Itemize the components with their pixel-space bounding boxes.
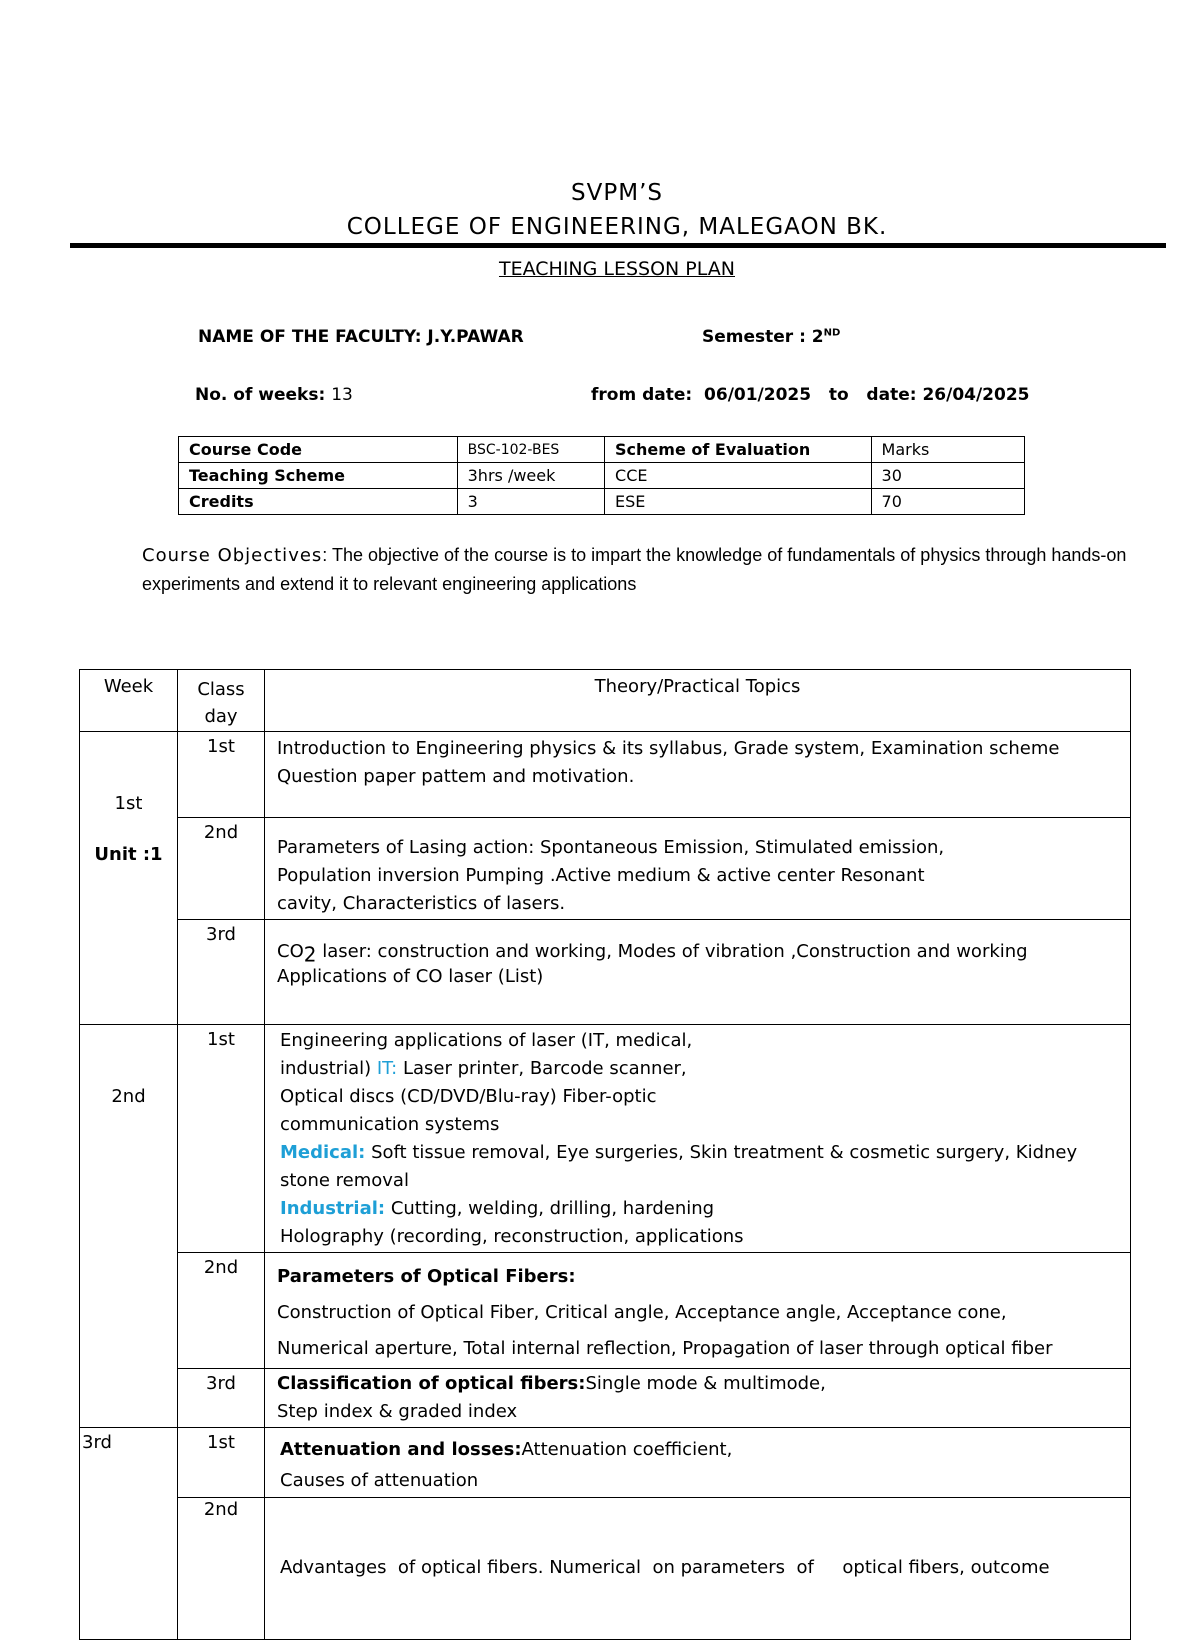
table-row	[80, 1428, 1131, 1498]
topic-line: Numerical aperture, Total internal reflection, Propagation of laser through optical fiber	[277, 1338, 1053, 1359]
topic-line: Advantages of optical fibers. Numerical on parameters of optical fibers, outcome	[280, 1557, 1050, 1578]
table-cell: 70	[871, 489, 1024, 515]
topic-line	[280, 1055, 1129, 1083]
table-cell: Scheme of Evaluation	[605, 437, 872, 463]
topic-text: industrial)	[280, 1058, 377, 1079]
class-day: 2nd	[178, 1253, 265, 1369]
class-day: 1st	[178, 1025, 265, 1253]
to-value: 26/04/2025	[922, 385, 1030, 405]
table-row	[179, 463, 1025, 489]
table-row	[179, 437, 1025, 463]
week-cell	[80, 732, 178, 1025]
semester-label: Semester : 2	[702, 327, 824, 347]
from-label: from date:	[591, 385, 693, 405]
topic-line	[280, 1434, 1129, 1465]
header-day-line: day	[204, 706, 238, 727]
objectives-label: Course Objectives	[142, 545, 323, 566]
topic-cell	[265, 1428, 1131, 1498]
weeks-label: No. of weeks:	[195, 385, 326, 405]
topic-text: Cutting, welding, drilling, hardening	[385, 1198, 715, 1219]
weeks-count	[195, 385, 353, 405]
topic-line	[277, 1370, 1129, 1398]
unit-label: Unit :1	[94, 844, 163, 865]
topic-text: Soft tissue removal, Eye surgeries, Skin treatment & cosmetic surgery, Kidney	[365, 1142, 1078, 1163]
table-cell: Teaching Scheme	[179, 463, 458, 489]
header-class-line: Class	[197, 679, 245, 700]
table-cell: 3hrs /week	[457, 463, 604, 489]
header-week: Week	[80, 670, 178, 732]
topic-line: Applications of CO laser (List)	[277, 965, 544, 987]
topic-line: communication systems	[280, 1114, 500, 1135]
table-row	[80, 1369, 1131, 1428]
table-cell: 3	[457, 489, 604, 515]
class-day: 1st	[178, 1428, 265, 1498]
subscript: 2	[303, 942, 317, 967]
table-cell: BSC-102-BES	[457, 437, 604, 463]
week-cell	[80, 1428, 178, 1640]
topic-line: stone removal	[280, 1170, 409, 1191]
category-label: IT:	[376, 1058, 398, 1079]
table-row	[80, 920, 1131, 1025]
class-day: 3rd	[178, 920, 265, 1025]
topic-cell	[265, 920, 1131, 1025]
table-cell: 30	[871, 463, 1024, 489]
topic-line: Holography (recording, reconstruction, applications	[280, 1226, 744, 1247]
table-row	[80, 1498, 1131, 1640]
topic-line: Optical discs (CD/DVD/Blu-ray) Fiber-optic	[280, 1086, 657, 1107]
weeks-value: 13	[331, 385, 353, 405]
class-day: 2nd	[178, 818, 265, 920]
topic-cell	[265, 1369, 1131, 1428]
table-cell: ESE	[605, 489, 872, 515]
topic-heading: Parameters of Optical Fibers:	[277, 1266, 576, 1287]
week-cell	[80, 1025, 178, 1428]
topic-heading: Attenuation and losses:	[280, 1439, 522, 1460]
topic-line: Construction of Optical Fiber, Critical angle, Acceptance angle, Acceptance cone,	[277, 1302, 1007, 1323]
page-title: TEACHING LESSON PLAN	[498, 258, 735, 280]
header-class-day	[178, 670, 265, 732]
topic-text: laser: construction and working, Modes of vibration ,Construction and working	[316, 941, 1028, 962]
header-rule	[70, 243, 1166, 248]
class-day: 1st	[178, 732, 265, 818]
table-row	[80, 1253, 1131, 1369]
topic-cell	[265, 732, 1131, 818]
topic-cell	[265, 1025, 1131, 1253]
topic-cell	[265, 818, 1131, 920]
to-label: to	[828, 385, 849, 405]
table-cell: CCE	[605, 463, 872, 489]
faculty-name: NAME OF THE FACULTY: J.Y.PAWAR	[198, 327, 524, 347]
table-row	[80, 818, 1131, 920]
week-label: 3rd	[82, 1432, 112, 1453]
topic-line: Population inversion Pumping .Active medium & active center Resonant	[277, 865, 925, 886]
topic-text: CO	[277, 941, 304, 962]
from-value: 06/01/2025	[704, 385, 812, 405]
institution-name: SVPM’S	[571, 180, 663, 206]
topic-line: cavity, Characteristics of lasers.	[277, 893, 566, 914]
date-label: date:	[866, 385, 917, 405]
topic-line: Step index & graded index	[277, 1401, 518, 1422]
table-row	[80, 1025, 1131, 1253]
topic-line: Introduction to Engineering physics & its syllabus, Grade system, Examination scheme	[277, 738, 1060, 759]
topic-line: Question paper pattem and motivation.	[277, 766, 635, 787]
topic-line: Parameters of Lasing action: Spontaneous Emission, Stimulated emission,	[277, 837, 945, 858]
lesson-plan-table	[79, 669, 1131, 1640]
semester	[702, 327, 840, 347]
course-scheme-table	[178, 436, 1025, 515]
topic-line: Causes of attenuation	[280, 1470, 479, 1491]
table-cell: Credits	[179, 489, 458, 515]
category-label: Medical:	[280, 1142, 366, 1163]
header-topics: Theory/Practical Topics	[265, 670, 1131, 732]
table-cell: Marks	[871, 437, 1024, 463]
semester-suffix: ND	[823, 327, 841, 339]
topic-text: Single mode & multimode,	[585, 1373, 826, 1394]
week-label: 2nd	[111, 1086, 146, 1107]
date-range	[591, 385, 1030, 405]
course-objectives	[142, 541, 1172, 599]
table-cell: Course Code	[179, 437, 458, 463]
topic-cell	[265, 1253, 1131, 1369]
class-day: 2nd	[178, 1498, 265, 1640]
table-row	[80, 732, 1131, 818]
topic-line	[280, 1195, 1129, 1223]
week-label: 1st	[114, 793, 143, 814]
category-label: Industrial:	[280, 1198, 386, 1219]
class-day: 3rd	[178, 1369, 265, 1428]
topic-text: Laser printer, Barcode scanner,	[397, 1058, 687, 1079]
topic-line	[280, 1139, 1129, 1167]
table-row	[179, 489, 1025, 515]
college-name: COLLEGE OF ENGINEERING, MALEGAON BK.	[346, 214, 888, 240]
topic-line: Engineering applications of laser (IT, medical,	[280, 1030, 693, 1051]
topic-cell	[265, 1498, 1131, 1640]
topic-heading: Classification of optical fibers:	[277, 1373, 586, 1394]
table-header-row	[80, 670, 1131, 732]
topic-text: Attenuation coefficient,	[521, 1439, 733, 1460]
objectives-text: : The objective of the course is to impart the knowledge of fundamentals of physics through hands-on experiments and extend it to relevant engineering applications	[142, 545, 1127, 594]
